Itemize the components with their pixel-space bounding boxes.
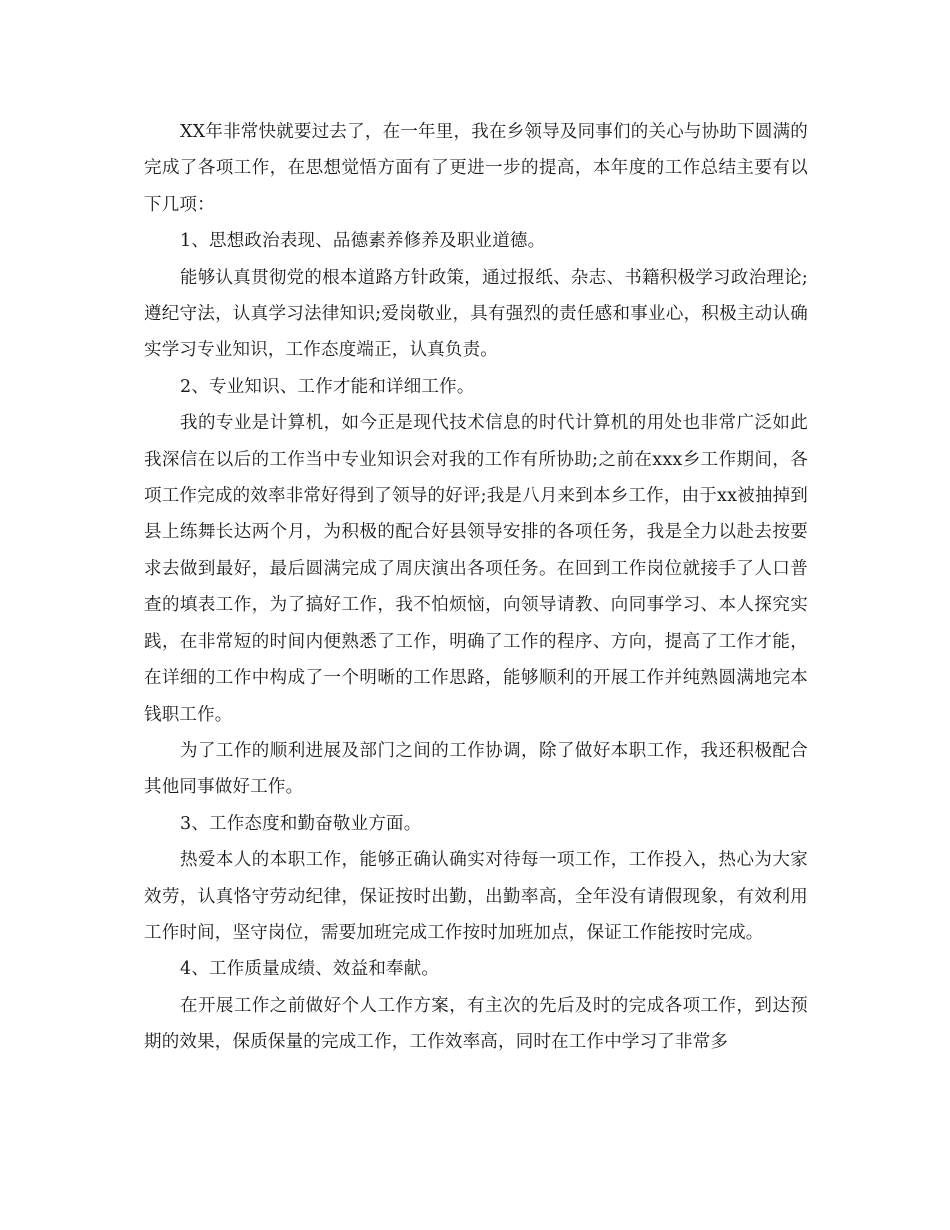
paragraph-cooperation: 为了工作的顺利进展及部门之间的工作协调，除了做好本职工作，我还积极配合其他同事做好工作。 xyxy=(144,740,808,798)
heading-professional-knowledge: 2、专业知识、工作才能和详细工作。 xyxy=(180,376,475,397)
paragraph-political-performance: 能够认真贯彻党的根本道路方针政策，通过报纸、杂志、书籍积极学习政治理论;遵纪守法，认真学习法律知识;爱岗敬业，具有强烈的责任感和事业心，积极主动认确实学习专业知识，工作态度端正，认真负责。 xyxy=(144,267,808,361)
paragraph-work-attitude: 热爱本人的本职工作，能够正确认确实对待每一项工作，工作投入，热心为大家效劳，认真恪守劳动纪律，保证按时出勤，出勤率高，全年没有请假现象，有效利用工作时间，坚守岗位，需要加班完成工作按时加班加点，保证工作能按时完成。 xyxy=(144,850,808,943)
heading-work-quality: 4、工作质量成绩、效益和奉献。 xyxy=(180,959,440,980)
paragraph-professional-knowledge: 我的专业是计算机，如今正是现代技术信息的时代计算机的用处也非常广泛如此我深信在以后的工作当中专业知识会对我的工作有所协助;之前在xxx乡工作期间，各项工作完成的效率非常好得到了领导的好评;我是八月来到本乡工作，由于xx被抽掉到县上练舞长达两个月，为积极的配合好县领导安排的各项任务，我是全力以赴去按要求去做到最好，最后圆满完成了周庆演出各项任务。在回到工作岗位就接手了人口普查的填表工作，为了搞好工作，我不怕烦恼，向领导请教、向同事学习、本人探究实践，在非常短的时间内便熟悉了工作，明确了工作的程序、方向，提高了工作才能，在详细的工作中构成了一个明晰的工作思路，能够顺利的开展工作并纯熟圆满地完本钱职工作。 xyxy=(144,413,808,725)
document-body xyxy=(144,114,808,1061)
paragraph-intro: XX年非常快就要过去了，在一年里，我在乡领导及同事们的关心与协助下圆满的完成了各项工作，在思想觉悟方面有了更进一步的提高，本年度的工作总结主要有以下几项： xyxy=(144,122,808,215)
paragraph-work-quality: 在开展工作之前做好个人工作方案，有主次的先后及时的完成各项工作，到达预期的效果，保质保量的完成工作，工作效率高，同时在工作中学习了非常多 xyxy=(144,995,808,1053)
heading-work-attitude: 3、工作态度和勤奋敬业方面。 xyxy=(180,813,422,834)
heading-political-performance: 1、思想政治表现、品德素养修养及职业道德。 xyxy=(180,231,546,252)
